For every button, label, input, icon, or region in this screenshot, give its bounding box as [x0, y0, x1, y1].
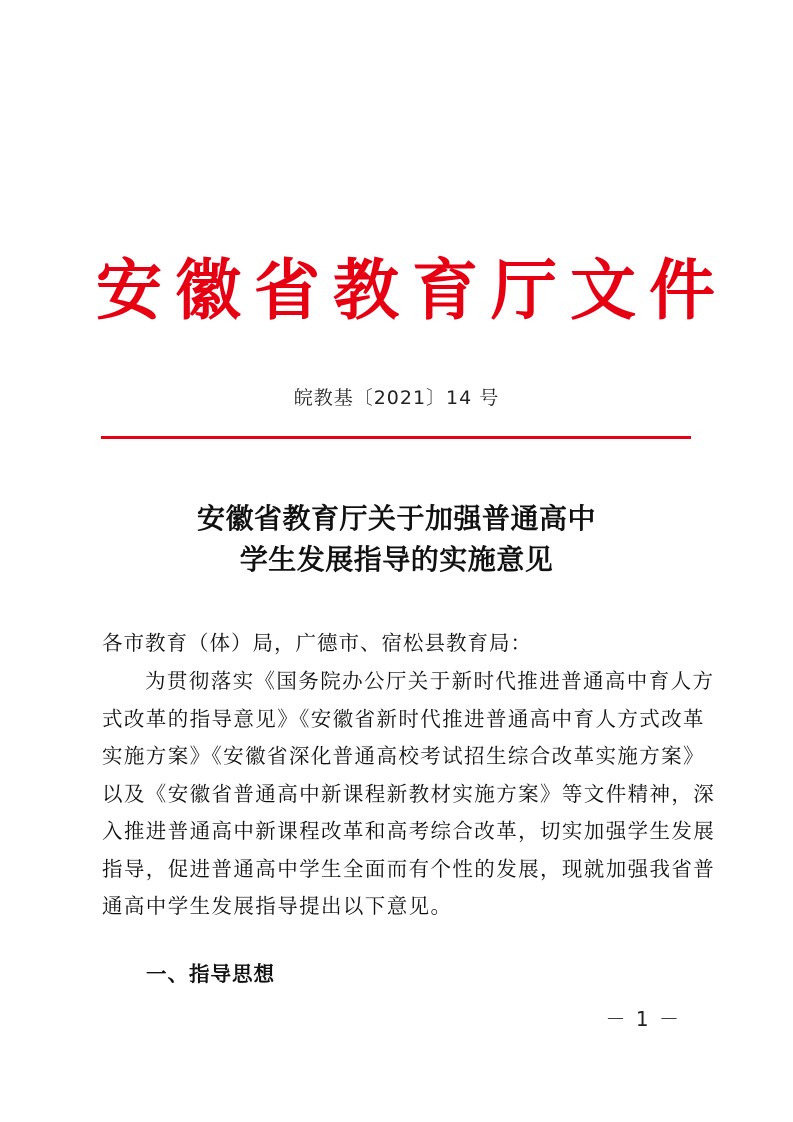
page-number: － 1 －: [605, 1007, 681, 1031]
paragraph-line: 入推进普通高中新课程改革和高考综合改革，切实加强学生发展: [102, 819, 716, 843]
paragraph-line: 通高中学生发展指导提出以下意见。: [102, 894, 453, 918]
document-number: 皖教基〔2021〕14 号: [293, 387, 500, 409]
paragraph-line: 指导，促进普通高中学生全面而有个性的发展，现就加强我省普: [102, 856, 716, 881]
addressee: 各市教育（体）局，广德市、宿松县教育局：: [102, 631, 532, 655]
body-paragraph: [102, 663, 716, 926]
document-title-line-1: 安徽省教育厅关于加强普通高中: [196, 502, 596, 535]
paragraph-line: 实施方案》《安徽省深化普通高校考试招生综合改革实施方案》: [102, 744, 705, 768]
paragraph-line: 式改革的指导意见》《安徽省新时代推进普通高中育人方式改革: [102, 706, 705, 731]
red-divider-line: [101, 436, 691, 439]
paragraph-line: 以及《安徽省普通高中新课程新教材实施方案》等文件精神，深: [102, 781, 716, 806]
document-masthead: 安徽省教育厅文件: [96, 251, 728, 329]
document-title-line-2: 学生发展指导的实施意见: [239, 543, 554, 576]
section-heading: 一、指导思想: [146, 962, 275, 986]
paragraph-line: 为贯彻落实《国务院办公厅关于新时代推进普通高中育人方: [145, 669, 715, 693]
